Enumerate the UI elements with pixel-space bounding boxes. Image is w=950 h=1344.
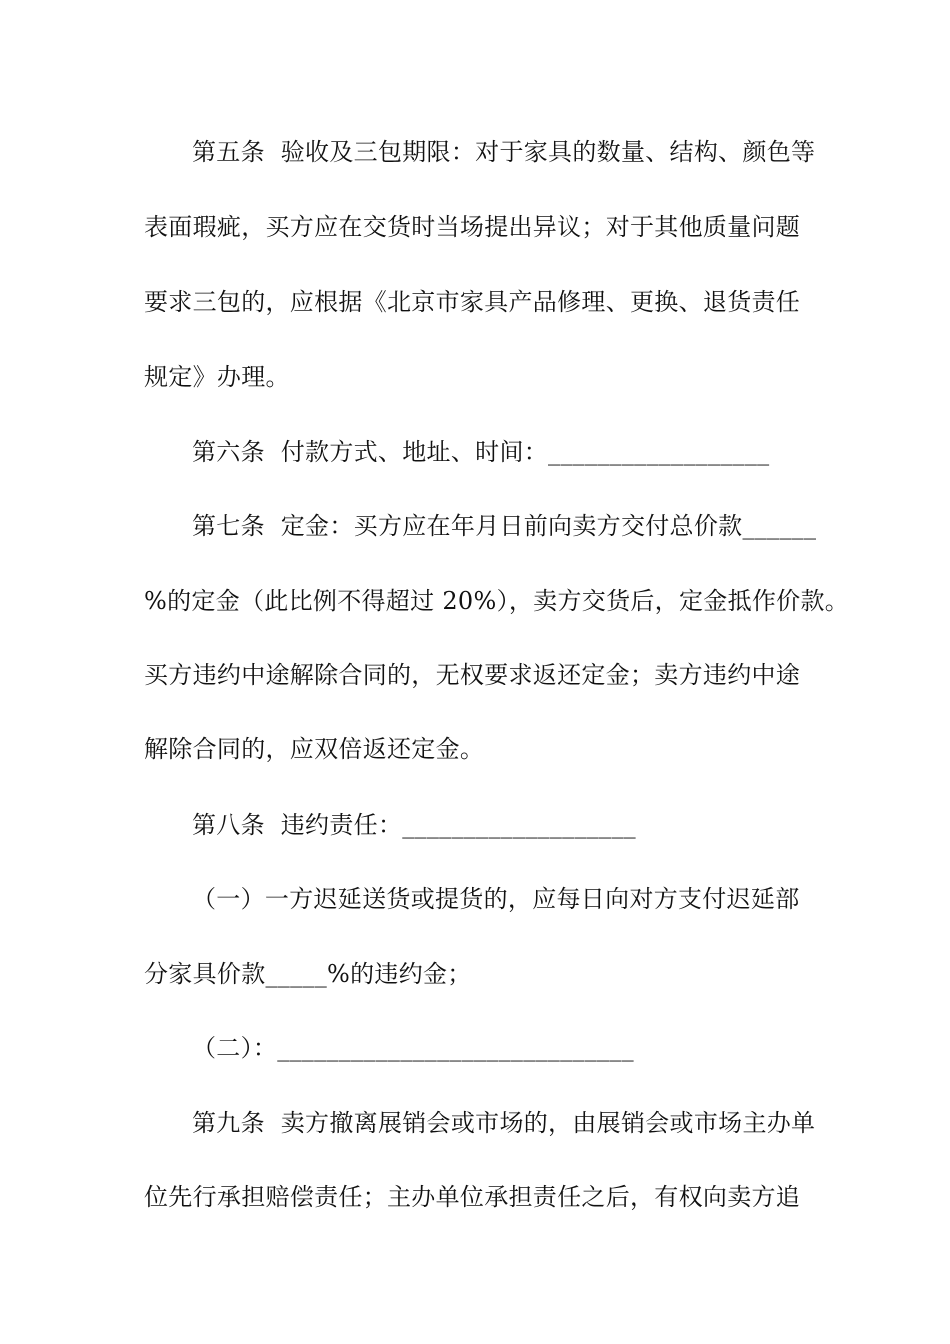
article-5-line-3: 要求三包的，应根据《北京市家具产品修理、更换、退货责任 — [144, 288, 801, 316]
article-5-line-1: 第五条 验收及三包期限：对于家具的数量、结构、颜色等 — [192, 138, 816, 166]
article-6-line-1: 第六条 付款方式、地址、时间：__________________ — [192, 438, 770, 466]
article-7-line-2: %的定金（此比例不得超过 20%），卖方交货后，定金抵作价款。 — [144, 587, 850, 615]
article-8-line-1: 第八条 违约责任：___________________ — [192, 811, 636, 839]
article-8-item-1-line-1: （一）一方迟延送货或提货的，应每日向对方支付迟延部 — [192, 885, 800, 913]
article-9-line-2: 位先行承担赔偿责任；主办单位承担责任之后，有权向卖方追 — [144, 1183, 801, 1211]
article-8-item-1-line-2: 分家具价款_____%的违约金； — [144, 960, 472, 988]
article-7-line-3: 买方违约中途解除合同的，无权要求返还定金；卖方违约中途 — [144, 661, 801, 689]
article-5-line-2: 表面瑕疵，买方应在交货时当场提出异议；对于其他质量问题 — [144, 213, 801, 241]
article-7-line-1: 第七条 定金：买方应在年月日前向卖方交付总价款______ — [192, 512, 817, 540]
article-9-line-1: 第九条 卖方撤离展销会或市场的，由展销会或市场主办单 — [192, 1109, 816, 1137]
article-7-line-4: 解除合同的，应双倍返还定金。 — [144, 735, 485, 763]
article-8-item-2-line-1: （二）：_____________________________ — [192, 1034, 634, 1062]
article-5-line-4: 规定》办理。 — [144, 363, 290, 391]
